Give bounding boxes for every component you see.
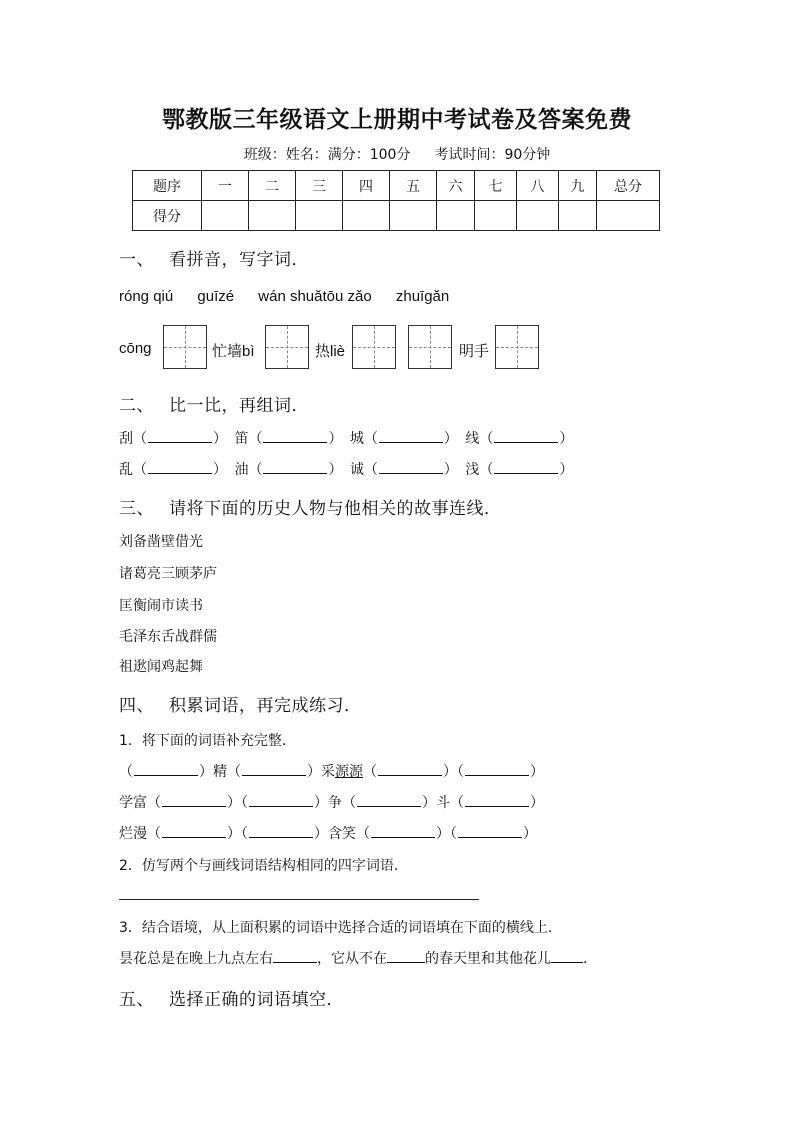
paren: ）	[559, 431, 574, 447]
paren: ）	[328, 431, 343, 447]
blank[interactable]	[162, 794, 226, 807]
paren: （	[363, 462, 378, 478]
section-title: 选择正确的词语填空．	[169, 990, 344, 1010]
score-cell: 得分	[133, 201, 202, 231]
story-item: 匡衡闹市读书	[119, 598, 203, 614]
score-table	[132, 170, 660, 231]
story-item: 诸葛亮三顾茅庐	[119, 566, 217, 582]
pinyin-line	[119, 288, 469, 305]
context-sentence	[119, 948, 587, 968]
section-2-heading	[119, 391, 309, 416]
score-cell: 八	[517, 171, 559, 201]
question-2: 2．仿写两个与画线词语结构相同的四字词语.	[119, 858, 399, 874]
char: 浅	[465, 462, 480, 478]
word: 采	[321, 764, 335, 780]
score-input-cell[interactable]	[202, 201, 249, 231]
char: 乱	[119, 462, 133, 478]
paren: （	[133, 462, 147, 478]
class-name-score: 班级：姓名：满分：100分	[243, 147, 411, 163]
paren: （	[119, 764, 133, 780]
compare-item	[465, 459, 573, 479]
score-cell: 九	[559, 171, 597, 201]
section-number: 一、	[119, 250, 154, 270]
char: 诚	[349, 462, 364, 478]
paren: ）	[530, 764, 544, 780]
compare-item	[465, 428, 573, 448]
score-table-score-row	[133, 201, 660, 231]
blank[interactable]	[494, 461, 558, 474]
pinyin-item: cōng	[119, 340, 152, 357]
word: 含笑	[328, 826, 356, 842]
paren: （	[227, 764, 241, 780]
paren: （	[450, 826, 457, 842]
section-title: 比一比，再组词．	[169, 396, 309, 416]
sentence-part: ，它从不在	[317, 951, 387, 967]
score-input-cell[interactable]	[249, 201, 296, 231]
score-input-cell[interactable]	[475, 201, 517, 231]
paren: ）	[213, 462, 227, 478]
pinyin-item: zhuīgǎn	[395, 288, 450, 305]
blank[interactable]	[242, 763, 306, 776]
writing-box[interactable]	[408, 325, 452, 369]
section-title: 积累词语，再完成练习．	[169, 696, 362, 716]
score-cell: 三	[296, 171, 343, 201]
paren: （	[342, 795, 356, 811]
compare-item	[350, 459, 461, 479]
pinyin-item: guīzé	[197, 288, 235, 305]
blank[interactable]	[458, 825, 522, 838]
paren: （	[450, 795, 464, 811]
sentence-part: .	[583, 951, 588, 967]
score-cell: 二	[249, 171, 296, 201]
section-number: 五、	[119, 990, 154, 1010]
word: 烂漫	[119, 826, 147, 842]
question-1: 1．将下面的词语补充完整.	[119, 733, 287, 749]
paren: ）	[436, 826, 450, 842]
pinyin-item: róng qiú	[119, 288, 174, 305]
score-input-cell[interactable]	[517, 201, 559, 231]
paren: ）	[443, 431, 458, 447]
blank[interactable]	[371, 825, 435, 838]
paren: ）	[307, 764, 321, 780]
compare-item	[234, 459, 345, 479]
blank[interactable]	[134, 763, 198, 776]
blank[interactable]	[263, 430, 327, 443]
blank[interactable]	[465, 794, 529, 807]
paren: （	[479, 431, 494, 447]
score-table-header-row	[133, 171, 660, 201]
compare-item	[350, 428, 461, 448]
underlined-word: 源源	[335, 764, 363, 780]
writing-box[interactable]	[163, 325, 207, 369]
score-input-cell[interactable]	[296, 201, 343, 231]
paren: （	[147, 795, 161, 811]
sentence-part: 的春天里和其他花儿	[425, 951, 551, 967]
score-cell: 五	[390, 171, 437, 201]
pinyin-item: 明手	[459, 343, 490, 360]
section-number: 四、	[119, 696, 154, 716]
paren: ）	[530, 795, 544, 811]
page-title: 鄂教版三年级语文上册期中考试卷及答案免费	[162, 106, 632, 133]
word: 精	[213, 764, 227, 780]
char: 刮	[119, 431, 133, 447]
paren: ）	[443, 764, 457, 780]
fill-row	[119, 823, 537, 843]
paren: （	[363, 764, 377, 780]
pinyin-item: 忙墙bì	[212, 343, 255, 360]
paren: ）	[199, 764, 213, 780]
score-input-cell[interactable]	[597, 201, 660, 231]
section-3-heading	[119, 494, 502, 519]
char: 城	[349, 431, 364, 447]
score-cell: 六	[437, 171, 475, 201]
score-cell: 总分	[597, 171, 660, 201]
score-cell: 四	[343, 171, 390, 201]
paren: ）	[314, 826, 328, 842]
blank[interactable]	[465, 763, 529, 776]
paren: （	[241, 795, 248, 811]
section-title: 请将下面的历史人物与他相关的故事连线．	[169, 499, 502, 519]
score-input-cell[interactable]	[559, 201, 597, 231]
blank[interactable]	[494, 430, 558, 443]
fill-row	[119, 761, 544, 781]
exam-time: 考试时间：90分钟	[434, 147, 551, 163]
paren: ）	[213, 431, 227, 447]
story-item: 祖逖闻鸡起舞	[119, 659, 203, 675]
blank[interactable]	[551, 950, 583, 963]
compare-row	[119, 428, 573, 448]
word: 斗	[436, 795, 450, 811]
paren: ）	[328, 462, 343, 478]
char: 油	[234, 462, 249, 478]
section-1-heading	[119, 245, 309, 270]
blank[interactable]	[387, 950, 425, 963]
writing-box[interactable]	[265, 325, 309, 369]
section-4-heading	[119, 691, 362, 716]
paren: （	[248, 462, 263, 478]
paren: ）	[227, 795, 241, 811]
score-input-cell[interactable]	[390, 201, 437, 231]
paren: （	[457, 764, 464, 780]
blank[interactable]	[273, 950, 317, 963]
paren: （	[479, 462, 494, 478]
score-cell: 七	[475, 171, 517, 201]
paren: （	[147, 826, 161, 842]
compare-item	[119, 459, 230, 479]
word: 争	[328, 795, 342, 811]
word: 学富	[119, 795, 147, 811]
blank[interactable]	[148, 430, 212, 443]
pinyin-item: wán shuǎtōu zǎo	[258, 288, 372, 305]
blank[interactable]	[379, 430, 443, 443]
compare-item	[234, 428, 345, 448]
paren: ）	[314, 795, 328, 811]
blank[interactable]	[249, 794, 313, 807]
section-5-heading	[119, 985, 344, 1010]
compare-row	[119, 459, 573, 479]
paren: ）	[422, 795, 436, 811]
paren: （	[241, 826, 248, 842]
compare-item	[119, 428, 230, 448]
blank[interactable]	[379, 461, 443, 474]
score-cell: 一	[202, 171, 249, 201]
score-cell: 题序	[133, 171, 202, 201]
pinyin-item: 热liè	[315, 343, 346, 360]
section-number: 二、	[119, 396, 154, 416]
blank[interactable]	[263, 461, 327, 474]
paren: ）	[227, 826, 241, 842]
sentence-part: 昙花总是在晚上九点左右	[119, 951, 273, 967]
question-3: 3．结合语境，从上面积累的词语中选择合适的词语填在下面的横线上.	[119, 920, 553, 936]
score-input-cell[interactable]	[343, 201, 390, 231]
section-number: 三、	[119, 499, 154, 519]
story-item: 毛泽东舌战群儒	[119, 629, 217, 645]
blank[interactable]	[148, 461, 212, 474]
story-item: 刘备凿壁借光	[119, 534, 203, 550]
paren: （	[363, 431, 378, 447]
writing-box[interactable]	[495, 325, 539, 369]
score-input-cell[interactable]	[437, 201, 475, 231]
paren: ）	[523, 826, 537, 842]
paren: （	[248, 431, 263, 447]
exam-info	[0, 144, 794, 164]
paren: （	[356, 826, 370, 842]
paren: ）	[443, 462, 458, 478]
writing-box[interactable]	[352, 325, 396, 369]
section-title: 看拼音，写字词．	[169, 250, 309, 270]
paren: ）	[559, 462, 574, 478]
blank[interactable]	[162, 825, 226, 838]
blank[interactable]	[249, 825, 313, 838]
paren: （	[133, 431, 147, 447]
blank[interactable]	[378, 763, 442, 776]
char: 笛	[234, 431, 249, 447]
fill-row	[119, 792, 544, 812]
answer-line[interactable]	[119, 899, 479, 900]
blank[interactable]	[357, 794, 421, 807]
char: 线	[465, 431, 480, 447]
